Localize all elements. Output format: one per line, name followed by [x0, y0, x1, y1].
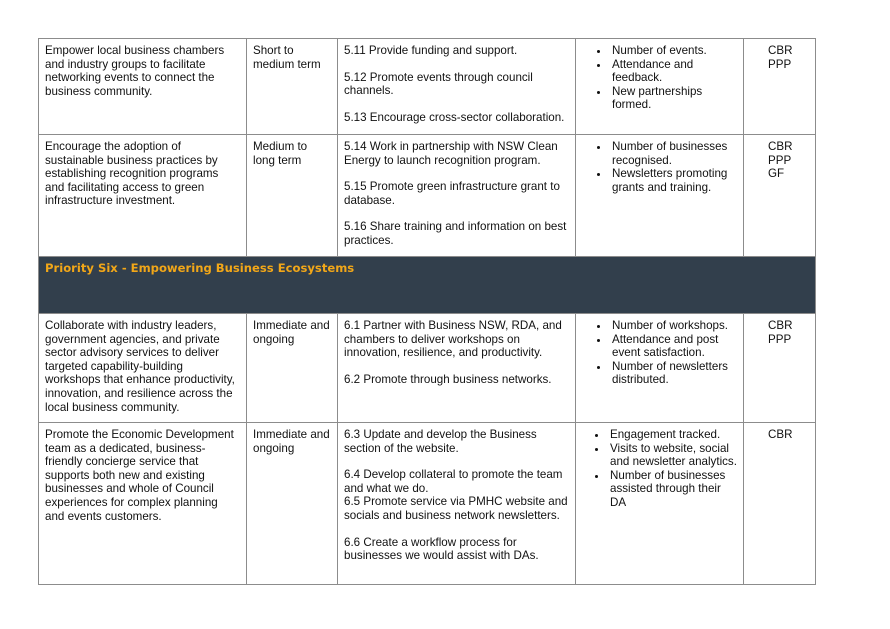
priority-heading: Priority Six - Empowering Business Ecosystems [39, 257, 816, 314]
measure-item: • Number of businesses assisted through their DA [608, 469, 737, 510]
partners-cell [744, 314, 816, 423]
action-item: 6.4 Develop collateral to promote the team and what we do. [344, 468, 563, 495]
measure-item: • Number of businesses recognised. [610, 140, 737, 167]
action-item: 6.3 Update and develop the Business section of the website. [344, 428, 537, 455]
strategy-text: Promote the Economic Development team as a dedicated, business-friendly concierge service that supports both new and existing businesses and whole of Council experiences for complex planning and events customers. [45, 428, 234, 523]
measure-item: • Number of workshops. [610, 319, 737, 333]
measures-list [582, 44, 737, 112]
timeframe-text: Immediate and ongoing [253, 319, 330, 346]
partner-code: CBR [768, 44, 793, 57]
timeframe-cell [247, 314, 338, 423]
strategy-cell [39, 135, 247, 257]
action-item: 6.2 Promote through business networks. [344, 372, 552, 386]
timeframe-text: Medium to long term [253, 140, 308, 167]
actions-cell [338, 39, 576, 135]
action-item: 5.15 Promote green infrastructure grant to database. [344, 180, 560, 207]
strategy-cell [39, 314, 247, 423]
action-item: 5.14 Work in partnership with NSW Clean Energy to launch recognition program. [344, 140, 558, 167]
measure-item: • Newsletters promoting grants and training. [610, 167, 737, 194]
timeframe-cell [247, 39, 338, 135]
action-item: 6.5 Promote service via PMHC website and socials and business network newsletters. [344, 495, 568, 522]
measures-list [582, 428, 737, 510]
table-row [39, 423, 816, 585]
partner-code: PPP [768, 57, 792, 71]
timeframe-text: Short to medium term [253, 44, 321, 71]
table-row [39, 39, 816, 135]
partners-cell [744, 135, 816, 257]
actions-cell [338, 135, 576, 257]
partner-code: CBR [768, 319, 793, 332]
action-item: 5.11 Provide funding and support. [344, 44, 518, 57]
measures-cell [576, 423, 744, 585]
measure-item: • New partnerships formed. [610, 85, 737, 112]
priority-heading-row [39, 257, 816, 314]
strategy-cell [39, 39, 247, 135]
partner-code: CBR [768, 140, 793, 153]
measures-list [582, 140, 737, 194]
action-item: 6.6 Create a workflow process for businesses we would assist with DAs. [344, 535, 539, 563]
timeframe-cell [247, 135, 338, 257]
strategy-text: Encourage the adoption of sustainable business practices by establishing recognition programs and facilitating access to green infrastructure investment. [45, 140, 219, 208]
partner-code: PPP [768, 153, 792, 167]
measure-item: • Attendance and feedback. [610, 58, 737, 85]
partner-code: PPP [768, 332, 792, 346]
table-row [39, 135, 816, 257]
measures-list [582, 319, 737, 387]
strategy-cell [39, 423, 247, 585]
measure-item: • Visits to website, social and newsletter analytics. [608, 442, 737, 469]
measure-item: • Number of newsletters distributed. [610, 360, 737, 387]
action-item: 6.1 Partner with Business NSW, RDA, and chambers to deliver workshops on innovation, resilience, and productivity. [344, 319, 562, 360]
partners-cell [744, 39, 816, 135]
strategy-text: Empower local business chambers and industry groups to facilitate networking events to connect the business community. [45, 44, 225, 98]
measure-item: • Number of events. [610, 44, 737, 58]
timeframe-cell [247, 423, 338, 585]
action-item: 5.13 Encourage cross-sector collaboration. [344, 110, 565, 124]
measures-cell [576, 135, 744, 257]
action-plan-table [38, 38, 816, 585]
measures-cell [576, 39, 744, 135]
measures-cell [576, 314, 744, 423]
partner-code: GF [768, 167, 785, 181]
measure-item: • Engagement tracked. [608, 428, 737, 442]
actions-cell [338, 423, 576, 585]
measure-item: • Attendance and post event satisfaction. [610, 333, 737, 360]
timeframe-text: Immediate and ongoing [253, 428, 330, 455]
partner-code: CBR [768, 428, 793, 441]
partners-cell [744, 423, 816, 585]
strategy-text: Collaborate with industry leaders, government agencies, and private sector advisory services to deliver targeted capability-building workshops that enhance productivity, innovation, and resilience across the local business community. [45, 319, 235, 414]
actions-cell [338, 314, 576, 423]
table-row [39, 314, 816, 423]
action-item: 5.12 Promote events through council channels. [344, 70, 533, 98]
action-item: 5.16 Share training and information on best practices. [344, 220, 567, 247]
